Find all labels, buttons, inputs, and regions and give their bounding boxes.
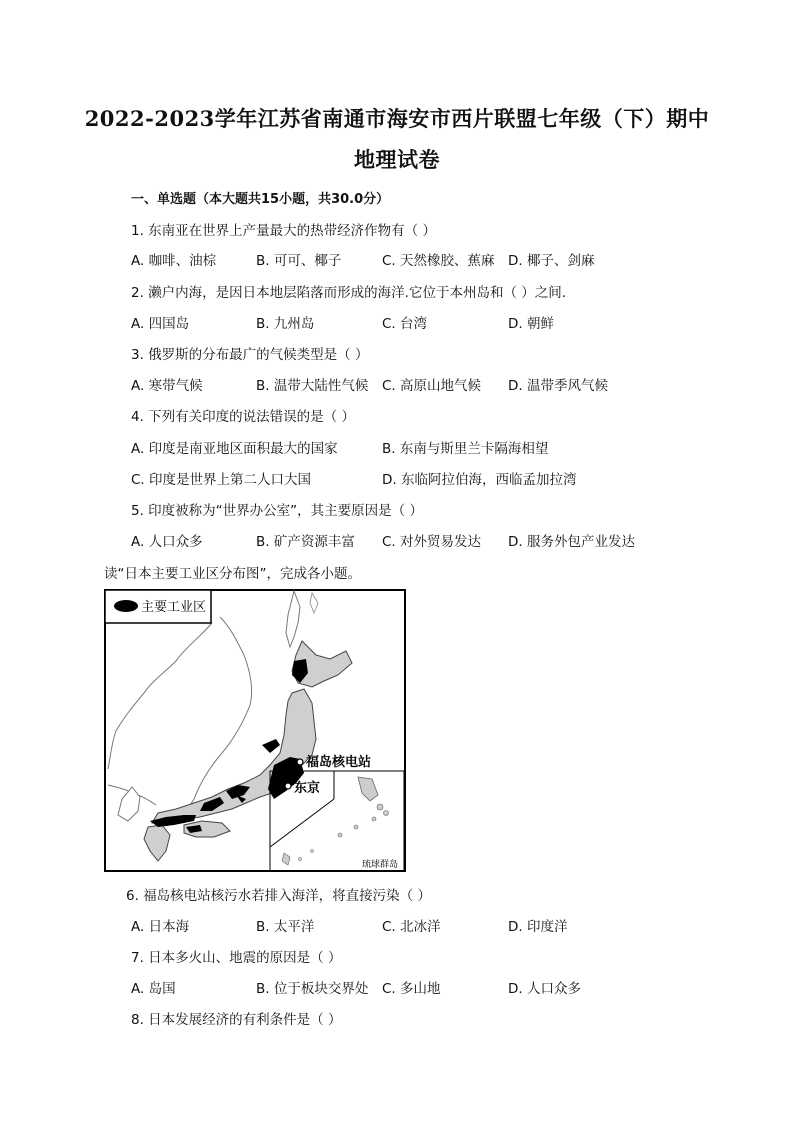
- question-4-option-c: C. 印度是世界上第二人口大国: [131, 472, 312, 488]
- question-4-stem: 4. 下列有关印度的说法错误的是（ ）: [131, 409, 355, 425]
- question-5-option-a: A. 人口众多: [131, 534, 203, 550]
- map-label-tokyo: 东京: [294, 781, 321, 796]
- question-5-option-b: B. 矿产资源丰富: [256, 534, 355, 550]
- question-4-option-a: A. 印度是南亚地区面积最大的国家: [131, 441, 338, 457]
- exam-title-line1: 2022-2023学年江苏省南通市海安市西片联盟七年级（下）期中: [84, 106, 710, 131]
- question-7-option-b: B. 位于板块交界处: [256, 981, 369, 997]
- question-6-option-a: A. 日本海: [131, 919, 190, 935]
- question-7-option-d: D. 人口众多: [508, 981, 581, 997]
- question-1-option-b: B. 可可、椰子: [256, 253, 342, 269]
- question-2-stem: 2. 濑户内海，是因日本地层陷落而形成的海洋.它位于本州岛和（ ）之间.: [131, 285, 567, 301]
- reading-instruction: 读“日本主要工业区分布图”，完成各小题。: [104, 566, 361, 582]
- question-5-stem: 5. 印度被称为“世界办公室”，其主要原因是（ ）: [131, 503, 423, 519]
- question-7-option-a: A. 岛国: [131, 981, 176, 997]
- question-1-option-c: C. 天然橡胶、蕉麻: [382, 253, 495, 269]
- question-6-stem: 6. 福岛核电站核污水若排入海洋，将直接污染（ ）: [126, 888, 431, 904]
- question-1-stem: 1. 东南亚在世界上产量最大的热带经济作物有（ ）: [131, 223, 436, 239]
- question-7-option-c: C. 多山地: [382, 981, 441, 997]
- question-6-option-c: C. 北冰洋: [382, 919, 441, 935]
- question-5-option-c: C. 对外贸易发达: [382, 534, 482, 550]
- question-4-option-b: B. 东南与斯里兰卡隔海相望: [382, 441, 549, 457]
- japan-industrial-map: [104, 589, 406, 872]
- question-2-option-a: A. 四国岛: [131, 316, 190, 332]
- question-3-option-b: B. 温带大陆性气候: [256, 378, 369, 394]
- question-5-option-d: D. 服务外包产业发达: [508, 534, 635, 550]
- question-3-stem: 3. 俄罗斯的分布最广的气候类型是（ ）: [131, 347, 369, 363]
- map-label-fukushima: 福岛核电站: [306, 755, 372, 770]
- map-legend-label: 主要工业区: [141, 600, 207, 615]
- exam-title-line2: 地理试卷: [354, 147, 440, 172]
- question-8-stem: 8. 日本发展经济的有利条件是（ ）: [131, 1012, 342, 1028]
- section-heading: 一、单选题（本大题共15小题，共30.0分）: [131, 192, 390, 207]
- map-label-ryukyu: 琉球群岛: [362, 860, 399, 870]
- question-3-option-a: A. 寒带气候: [131, 378, 203, 394]
- question-4-option-d: D. 东临阿拉伯海，西临孟加拉湾: [382, 472, 577, 488]
- question-1-option-a: A. 咖啡、油棕: [131, 253, 217, 269]
- question-3-option-d: D. 温带季风气候: [508, 378, 608, 394]
- question-1-option-d: D. 椰子、剑麻: [508, 253, 595, 269]
- question-6-option-b: B. 太平洋: [256, 919, 315, 935]
- question-7-stem: 7. 日本多火山、地震的原因是（ ）: [131, 950, 342, 966]
- question-2-option-b: B. 九州岛: [256, 316, 315, 332]
- question-2-option-c: C. 台湾: [382, 316, 428, 332]
- question-2-option-d: D. 朝鲜: [508, 316, 554, 332]
- question-6-option-d: D. 印度洋: [508, 919, 568, 935]
- question-3-option-c: C. 高原山地气候: [382, 378, 482, 394]
